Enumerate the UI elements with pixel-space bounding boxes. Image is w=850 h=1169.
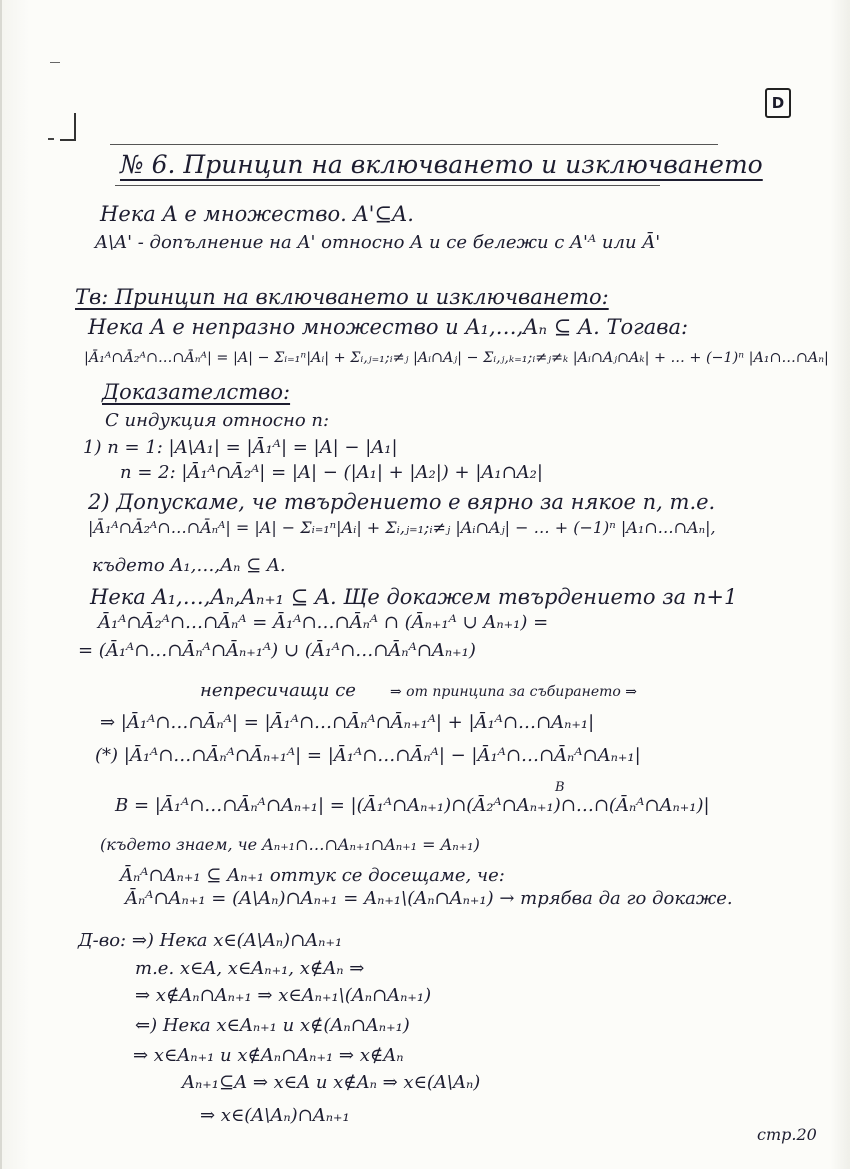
formula-line: B = |Ā₁ᴬ∩…∩Āₙᴬ∩Aₙ₊₁| = |(Ā₁ᴬ∩Aₙ₊₁)∩(Ā₂ᴬ∩Aₙ₊₁)∩…∩(Āₙᴬ∩Aₙ₊₁)| bbox=[115, 795, 710, 816]
title-rule bbox=[115, 185, 660, 186]
text-line: A\A' - допълнение на A' относно A и се бележи с A'ᴬ или Ā' bbox=[95, 232, 661, 253]
stray-mark bbox=[48, 138, 54, 140]
formula-line: (*) |Ā₁ᴬ∩…∩Āₙᴬ∩Āₙ₊₁ᴬ| = |Ā₁ᴬ∩…∩Āₙᴬ| − |Ā₁ᴬ∩…∩Āₙᴬ∩Aₙ₊₁| bbox=[95, 745, 641, 766]
text-line: т.е. x∈A, x∈Aₙ₊₁, x∉Aₙ ⇒ bbox=[135, 958, 365, 979]
formula-line: ⇒ x∈Aₙ₊₁ и x∉Aₙ∩Aₙ₊₁ ⇒ x∉Aₙ bbox=[133, 1045, 404, 1066]
formula-line: |Ā₁ᴬ∩Ā₂ᴬ∩…∩Āₙᴬ| = |A| − Σᵢ₌₁ⁿ|Aᵢ| + Σᵢ,ⱼ₌₁;ᵢ≠ⱼ |Aᵢ∩Aⱼ| − Σᵢ,ⱼ,ₖ₌₁;ᵢ≠ⱼ≠ₖ |Aᵢ∩Aⱼ∩Aₖ| + … + (−1)ⁿ |A₁∩…∩Aₙ| bbox=[84, 350, 829, 366]
formula-line: ⇒ x∉Aₙ∩Aₙ₊₁ ⇒ x∈Aₙ₊₁\(Aₙ∩Aₙ₊₁) bbox=[135, 985, 432, 1006]
formula-line: |Ā₁ᴬ∩Ā₂ᴬ∩…∩Āₙᴬ| = |A| − Σᵢ₌₁ⁿ|Aᵢ| + Σᵢ,ⱼ₌₁;ᵢ≠ⱼ |Aᵢ∩Aⱼ| − … + (−1)ⁿ |A₁∩…∩Aₙ|, bbox=[88, 518, 716, 537]
formula-line: = (Ā₁ᴬ∩…∩Āₙᴬ∩Āₙ₊₁ᴬ) ∪ (Ā₁ᴬ∩…∩Āₙᴬ∩Aₙ₊₁) bbox=[78, 640, 476, 661]
annotation: ⇒ от принципа за събирането ⇒ bbox=[390, 684, 638, 700]
formula-line: Ā₁ᴬ∩Ā₂ᴬ∩…∩Āₙᴬ = Ā₁ᴬ∩…∩Āₙᴬ ∩ (Āₙ₊₁ᴬ ∪ Aₙ₊₁) = bbox=[98, 612, 549, 633]
brace-label: B bbox=[555, 780, 565, 795]
text-line: Нека A е непразно множество и A₁,…,Aₙ ⊆ A. Тогава: bbox=[88, 315, 689, 339]
theorem-heading: Тв: Принцип на включването и изключването: bbox=[75, 285, 609, 309]
text-line: Д-во: ⇒) Нека x∈(A\Aₙ)∩Aₙ₊₁ bbox=[78, 930, 343, 951]
text-line: където A₁,…,Aₙ ⊆ A. bbox=[92, 555, 286, 576]
corner-mark bbox=[60, 113, 76, 141]
formula-line: Āₙᴬ∩Aₙ₊₁ = (A\Aₙ)∩Aₙ₊₁ = Aₙ₊₁\(Aₙ∩Aₙ₊₁) → трябва да го докаже. bbox=[125, 888, 733, 909]
stray-mark bbox=[50, 62, 60, 63]
text-line: ⇐) Нека x∈Aₙ₊₁ и x∉(Aₙ∩Aₙ₊₁) bbox=[135, 1015, 410, 1036]
page-number: стр.20 bbox=[757, 1125, 817, 1144]
proof-heading: Доказателство: bbox=[102, 380, 291, 404]
formula-line: 1) n = 1: |A\A₁| = |Ā₁ᴬ| = |A| − |A₁| bbox=[83, 437, 398, 458]
corner-badge: D bbox=[765, 88, 791, 118]
text-line: Нека A₁,…,Aₙ,Aₙ₊₁ ⊆ A. Ще докажем твърдението за n+1 bbox=[90, 585, 738, 609]
text-line: Āₙᴬ∩Aₙ₊₁ ⊆ Aₙ₊₁ оттук се досещаме, че: bbox=[120, 865, 505, 886]
text-line: Нека A е множество. A'⊆A. bbox=[100, 202, 414, 226]
text-line: С индукция относно n: bbox=[105, 410, 330, 431]
formula-line: ⇒ x∈(A\Aₙ)∩Aₙ₊₁ bbox=[200, 1105, 350, 1126]
text-line: 2) Допускаме, че твърдението е вярно за някое n, т.е. bbox=[88, 490, 716, 514]
text-line: (където знаем, че Aₙ₊₁∩…∩Aₙ₊₁∩Aₙ₊₁ = Aₙ₊₁) bbox=[100, 835, 480, 854]
title-rule bbox=[110, 144, 718, 145]
scan-edge bbox=[0, 0, 2, 1169]
formula-line: ⇒ |Ā₁ᴬ∩…∩Āₙᴬ| = |Ā₁ᴬ∩…∩Āₙᴬ∩Āₙ₊₁ᴬ| + |Ā₁ᴬ∩…∩Aₙ₊₁| bbox=[100, 712, 595, 733]
formula-line: n = 2: |Ā₁ᴬ∩Ā₂ᴬ| = |A| − (|A₁| + |A₂|) + |A₁∩A₂| bbox=[120, 462, 543, 483]
formula-line: Aₙ₊₁⊆A ⇒ x∈A и x∉Aₙ ⇒ x∈(A\Aₙ) bbox=[182, 1072, 481, 1093]
section-title: № 6. Принцип на включването и изключването bbox=[120, 150, 763, 179]
annotation: непресичащи се bbox=[200, 680, 356, 701]
